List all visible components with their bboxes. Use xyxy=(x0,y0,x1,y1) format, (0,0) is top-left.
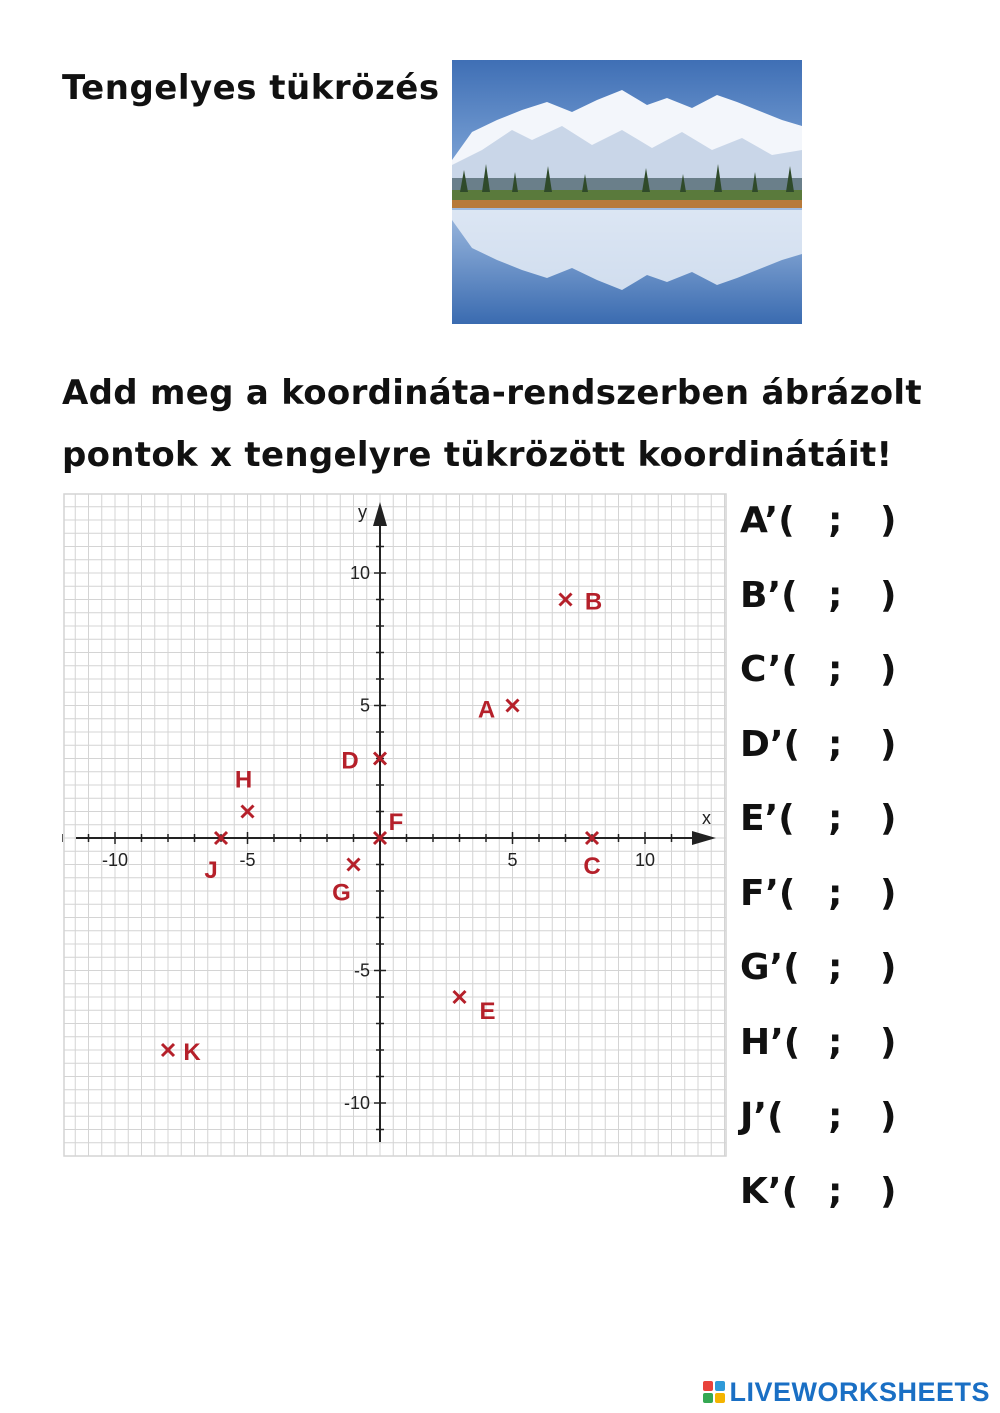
answer-point-label: A’( xyxy=(740,500,795,541)
answer-separator: ; xyxy=(828,1170,843,1212)
answer-row xyxy=(740,947,897,997)
point-a-label: A xyxy=(477,696,496,724)
answer-row xyxy=(740,574,897,625)
answer-point-label: K’( xyxy=(740,1170,799,1212)
answer-row xyxy=(740,798,897,848)
footer-brand xyxy=(703,1376,990,1408)
answer-row xyxy=(740,1096,897,1146)
instruction-line-2: pontok x tengelyre tükrözött koordinátáit! xyxy=(62,435,893,475)
answer-close-paren: ) xyxy=(880,500,897,541)
instruction-line-1: Add meg a koordináta-rendszerben ábrázolt xyxy=(62,373,922,413)
point-c-label: C xyxy=(583,853,601,880)
answer-point-label: B’( xyxy=(740,574,798,616)
answer-row xyxy=(740,500,897,550)
x-tick-label: 10 xyxy=(634,850,656,870)
answer-close-paren: ) xyxy=(880,947,897,988)
worksheet-title: Tengelyes tükrözés xyxy=(62,68,440,108)
point-j-label: J xyxy=(204,857,218,884)
answer-row xyxy=(740,1021,897,1072)
y-tick-label: 10 xyxy=(349,563,370,583)
answer-separator: ; xyxy=(828,947,843,988)
answer-row xyxy=(740,872,897,923)
answer-close-paren: ) xyxy=(880,1170,897,1212)
y-tick-label: 5 xyxy=(359,695,370,716)
point-d-label: D xyxy=(341,747,359,775)
x-tick-label: -10 xyxy=(101,850,129,870)
answer-point-label: H’( xyxy=(740,1021,801,1063)
liveworksheets-logo-icon xyxy=(703,1381,725,1403)
answer-separator: ; xyxy=(828,574,843,616)
y-axis-label: y xyxy=(358,502,367,522)
answer-close-paren: ) xyxy=(880,1021,897,1063)
answer-close-paren: ) xyxy=(880,872,897,914)
point-g-label: G xyxy=(332,879,351,907)
answer-separator: ; xyxy=(828,500,843,541)
answer-separator: ; xyxy=(828,723,843,765)
x-axis-label: x xyxy=(702,808,711,828)
answer-point-label: C’( xyxy=(740,649,798,690)
answer-separator: ; xyxy=(828,649,843,690)
y-tick-label: -10 xyxy=(343,1093,370,1113)
point-h-label: H xyxy=(234,766,253,794)
answer-point-label: J’( xyxy=(740,1096,784,1137)
answer-row xyxy=(740,1170,897,1221)
x-tick-label: 5 xyxy=(507,850,518,870)
answer-close-paren: ) xyxy=(880,1096,897,1137)
answer-close-paren: ) xyxy=(880,723,897,765)
point-f-label: F xyxy=(388,809,404,836)
point-e-label: E xyxy=(479,998,496,1025)
answer-row xyxy=(740,649,897,699)
answer-point-label: G’( xyxy=(740,947,800,988)
answer-point-label: D’( xyxy=(740,723,801,765)
answer-point-label: F’( xyxy=(740,872,796,914)
point-k-label: K xyxy=(183,1039,201,1066)
x-tick-label: -5 xyxy=(239,850,256,870)
answer-row xyxy=(740,723,897,774)
answer-separator: ; xyxy=(828,1096,843,1137)
answer-separator: ; xyxy=(828,1021,843,1063)
brand-name: LIVEWORKSHEETS xyxy=(729,1376,990,1407)
answer-separator: ; xyxy=(828,872,843,914)
answer-point-label: E’( xyxy=(740,798,795,839)
coordinate-system xyxy=(62,492,728,1158)
answer-close-paren: ) xyxy=(880,798,897,839)
answer-close-paren: ) xyxy=(880,574,897,616)
answer-close-paren: ) xyxy=(880,649,897,690)
y-tick-label: -5 xyxy=(353,960,370,981)
instruction-text xyxy=(62,362,962,486)
point-b-label: B xyxy=(584,588,603,616)
answer-separator: ; xyxy=(828,798,843,839)
mountain-lake-photo xyxy=(452,60,802,324)
